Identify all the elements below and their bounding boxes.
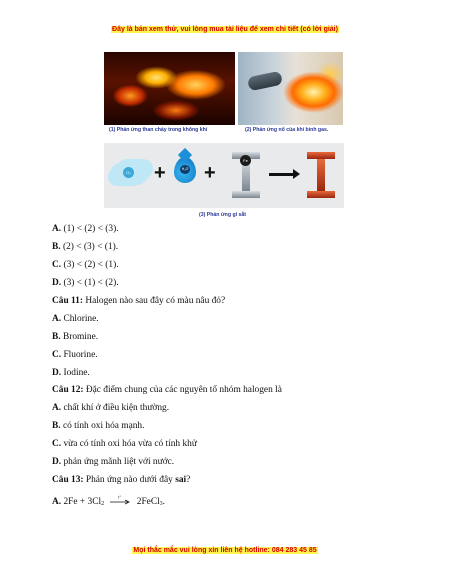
q10-option-a: A. (1) < (2) < (3). <box>52 224 119 234</box>
oxygen-cloud-icon <box>110 163 148 185</box>
gas-cylinder-shape <box>247 71 283 92</box>
charcoal-burning-photo <box>104 52 235 125</box>
q12-option-a: A. chất khí ở điều kiện thường. <box>52 403 170 413</box>
q10-option-d: D. (3) < (1) < (2). <box>52 278 119 288</box>
q11-stem: Câu 11: Halogen nào sau đây có màu nâu đỏ? <box>52 296 226 306</box>
q12-option-d: D. phản ứng mãnh liệt với nước. <box>52 457 175 467</box>
iron-atom-label: Fe <box>240 155 251 166</box>
q11-option-c: C. Fluorine. <box>52 350 98 360</box>
q10-option-b: B. (2) < (3) < (1). <box>52 242 119 252</box>
q12-option-b: B. có tính oxi hóa mạnh. <box>52 421 145 431</box>
q13-stem: Câu 13: Phản ứng nào dưới đây sai? <box>52 475 191 485</box>
q12-option-c: C. vừa có tính oxi hóa vừa có tính khử <box>52 439 197 449</box>
preview-banner <box>0 26 450 33</box>
hotline-banner <box>0 547 450 554</box>
water-drop-icon <box>174 157 196 183</box>
water-molecule-label: H₂O <box>180 165 190 174</box>
plus-sign-1: + <box>154 162 166 184</box>
figure-caption-3: (3) Phản ứng gỉ sắt <box>199 212 246 218</box>
heat-symbol: t° <box>118 494 122 500</box>
q11-option-a: A. Chlorine. <box>52 314 99 324</box>
q11-option-b: B. Bromine. <box>52 332 99 342</box>
preview-banner-text: Đây là bản xem thử, vui lòng mua tài liệu để xem chi tiết (có lời giải) <box>112 26 338 33</box>
oxygen-molecule-label: O₂ <box>123 167 134 178</box>
figure-caption-2: (2) Phản ứng nổ của khí bình gas. <box>245 127 329 133</box>
reaction-arrow-icon <box>269 173 295 176</box>
reaction-arrow-with-heat-icon <box>109 494 131 508</box>
q12-stem: Câu 12: Đặc điểm chung của các nguyên tố nhóm halogen là <box>52 385 282 395</box>
gas-cylinder-explosion-photo <box>238 52 343 125</box>
plus-sign-2: + <box>204 162 216 184</box>
iron-beam-icon <box>232 152 260 198</box>
q11-option-d: D. Iodine. <box>52 368 90 378</box>
q13-option-a: A. $2Fe + 3Cl_2$ t° 2FeCl$_3$. <box>52 494 166 507</box>
q10-option-c: C. (3) < (2) < (1). <box>52 260 119 270</box>
figure-caption-1: (1) Phản ứng than cháy trong không khí <box>109 127 208 133</box>
hotline-banner-text: Mọi thắc mắc vui lòng xin liên hệ hotline: 084 283 45 85 <box>133 547 317 554</box>
iron-rusting-diagram <box>104 143 344 208</box>
rusted-beam-icon <box>307 152 335 198</box>
